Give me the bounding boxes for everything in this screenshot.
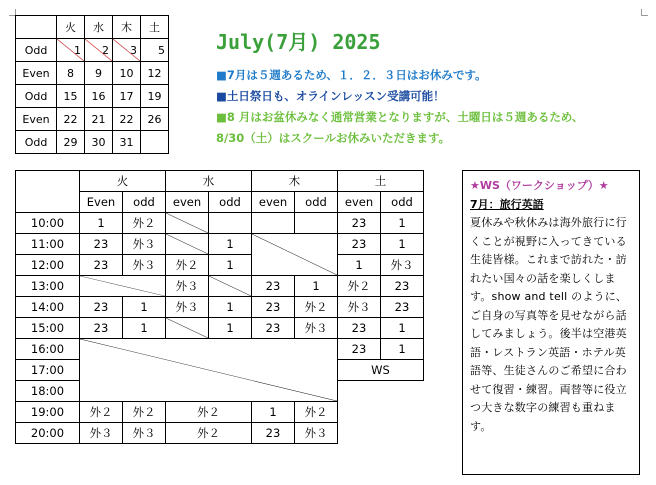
calendar-row	[16, 62, 169, 85]
slot: 外３	[123, 423, 166, 444]
week-label: Odd	[16, 85, 57, 108]
slot: 外３	[166, 297, 209, 318]
empty-slot	[338, 381, 424, 444]
workshop-subheading: 7月：旅行英語	[470, 197, 544, 211]
calendar-row	[16, 131, 169, 154]
sub-header: odd	[295, 192, 338, 213]
schedule-row	[16, 339, 424, 360]
schedule-row	[16, 234, 424, 255]
slot: 外２	[80, 402, 123, 423]
calendar-date: 21	[85, 108, 113, 131]
slot: 外３	[123, 255, 166, 276]
slot: 外２	[295, 297, 338, 318]
slot: 外３	[381, 255, 424, 276]
slot: 外３	[295, 318, 338, 339]
slot: 1	[252, 402, 295, 423]
week-label: Odd	[16, 39, 57, 62]
slot: 23	[338, 234, 381, 255]
schedule-row	[16, 297, 424, 318]
slot: 外２	[166, 255, 209, 276]
schedule-row	[16, 213, 424, 234]
calendar-date: 31	[113, 131, 141, 154]
slot: 23	[80, 297, 123, 318]
slot: 23	[80, 255, 123, 276]
closed-slot	[209, 276, 252, 297]
calendar-date: 8	[57, 62, 85, 85]
calendar-table	[15, 15, 169, 154]
week-label: Even	[16, 108, 57, 131]
slot: 1	[381, 213, 424, 234]
slot: 1	[381, 318, 424, 339]
time-label: 15:00	[16, 318, 80, 339]
workshop-heading: ★WS（ワークショップ）★	[470, 179, 609, 192]
calendar-date-struck: 3	[113, 39, 141, 62]
closed-slot	[252, 234, 338, 276]
calendar-date: 10	[113, 62, 141, 85]
sub-header: odd	[209, 192, 252, 213]
calendar-date: 15	[57, 85, 85, 108]
slot: 23	[252, 276, 295, 297]
slot: 23	[381, 297, 424, 318]
calendar-row	[16, 85, 169, 108]
slot: 23	[252, 318, 295, 339]
calendar-date: 17	[113, 85, 141, 108]
slot: 1	[209, 255, 252, 276]
sub-header: even	[338, 192, 381, 213]
time-label: 14:00	[16, 297, 80, 318]
slot: 外３	[295, 423, 338, 444]
slot: 1	[209, 297, 252, 318]
week-label: Even	[16, 62, 57, 85]
day-header: 火	[80, 171, 166, 192]
calendar-row	[16, 39, 169, 62]
slot: 23	[80, 234, 123, 255]
slot: 1	[80, 213, 123, 234]
time-label: 13:00	[16, 276, 80, 297]
slot: 外３	[166, 276, 209, 297]
slot: 外３	[80, 423, 123, 444]
calendar-date: 26	[141, 108, 169, 131]
sub-header: Even	[80, 192, 123, 213]
slot: 1	[295, 276, 338, 297]
calendar-date: 12	[141, 62, 169, 85]
note-line: ■8 月はお盆休みなく通常営業となりますが、土曜日は５週あるため、	[216, 110, 584, 124]
slot: 外２	[166, 402, 252, 423]
slot: 外２	[166, 423, 252, 444]
calendar-date-struck: 1	[57, 39, 85, 62]
slot: 23	[338, 318, 381, 339]
calendar-day-header: 木	[113, 16, 141, 39]
calendar-date-struck: 2	[85, 39, 113, 62]
closed-block	[80, 339, 338, 402]
day-header: 木	[252, 171, 338, 192]
time-label: 17:00	[16, 360, 80, 381]
slot: 外２	[295, 402, 338, 423]
sub-header: odd	[381, 192, 424, 213]
slot: 1	[123, 297, 166, 318]
day-header: 水	[166, 171, 252, 192]
note-line: 8/30（土）はスクールお休みいただきます。	[216, 131, 451, 145]
time-label: 12:00	[16, 255, 80, 276]
schedule-table	[15, 170, 424, 444]
calendar-date: 5	[141, 39, 169, 62]
calendar-date: 9	[85, 62, 113, 85]
margin-mark	[641, 9, 648, 16]
calendar-date	[141, 131, 169, 154]
slot: 1	[123, 318, 166, 339]
slot: 1	[381, 234, 424, 255]
slot: 外２	[123, 402, 166, 423]
slot: 23	[338, 213, 381, 234]
slot: 外２	[338, 276, 381, 297]
slot: 23	[252, 423, 295, 444]
calendar-day-header: 火	[57, 16, 85, 39]
calendar-day-header: 水	[85, 16, 113, 39]
slot: 23	[381, 276, 424, 297]
day-header: 土	[338, 171, 424, 192]
slot: 1	[338, 255, 381, 276]
slot: 外３	[123, 234, 166, 255]
slot: 外３	[338, 297, 381, 318]
time-label: 19:00	[16, 402, 80, 423]
workshop-description: 夏休みや秋休みは海外旅行に行くことが視野に入ってきている生徒皆様。これまで訪れた・訪れたい国々の話を楽しくします。show and tell のように、ご自身の写真等を見せながら話してみましょう。後半は空港英語・レストラン英語・ホテル英語等、生徒さんのご希望に合わせて復習・練習。両替等に役立つ大きな数字の練習も重ねます。	[470, 216, 628, 433]
slot: 1	[381, 339, 424, 360]
closed-slot	[166, 234, 209, 255]
sub-header: odd	[123, 192, 166, 213]
time-label: 16:00	[16, 339, 80, 360]
slot: 23	[80, 318, 123, 339]
time-label: 20:00	[16, 423, 80, 444]
calendar-date: 16	[85, 85, 113, 108]
closed-slot	[80, 276, 166, 297]
time-label: 11:00	[16, 234, 80, 255]
note-line: ■7月は５週あるため、１．２．３日はお休みです。	[216, 68, 487, 82]
slot	[252, 213, 295, 234]
closed-slot	[166, 318, 209, 339]
workshop-slot: WS	[338, 360, 424, 381]
calendar-date: 19	[141, 85, 169, 108]
sub-header: even	[166, 192, 209, 213]
slot: 1	[209, 318, 252, 339]
closed-slot	[166, 213, 209, 234]
week-label: Odd	[16, 131, 57, 154]
note-line: ■土日祭日も、オラインレッスン受講可能！	[216, 89, 445, 103]
calendar-day-header: 土	[141, 16, 169, 39]
calendar-date: 30	[85, 131, 113, 154]
time-label: 18:00	[16, 381, 80, 402]
slot	[209, 213, 252, 234]
slot: 1	[209, 234, 252, 255]
calendar-row	[16, 108, 169, 131]
slot: 23	[252, 297, 295, 318]
schedule-row	[16, 318, 424, 339]
schedule-corner	[16, 171, 80, 213]
calendar-date: 29	[57, 131, 85, 154]
workshop-panel	[462, 170, 640, 475]
slot: 23	[338, 339, 381, 360]
slot: 外２	[123, 213, 166, 234]
page-title: July(7月) 2025	[216, 30, 381, 54]
schedule-row	[16, 255, 424, 276]
calendar-date: 22	[57, 108, 85, 131]
slot	[295, 213, 338, 234]
sub-header: even	[252, 192, 295, 213]
time-label: 10:00	[16, 213, 80, 234]
calendar-date: 22	[113, 108, 141, 131]
schedule-row	[16, 276, 424, 297]
calendar-corner	[16, 16, 57, 39]
